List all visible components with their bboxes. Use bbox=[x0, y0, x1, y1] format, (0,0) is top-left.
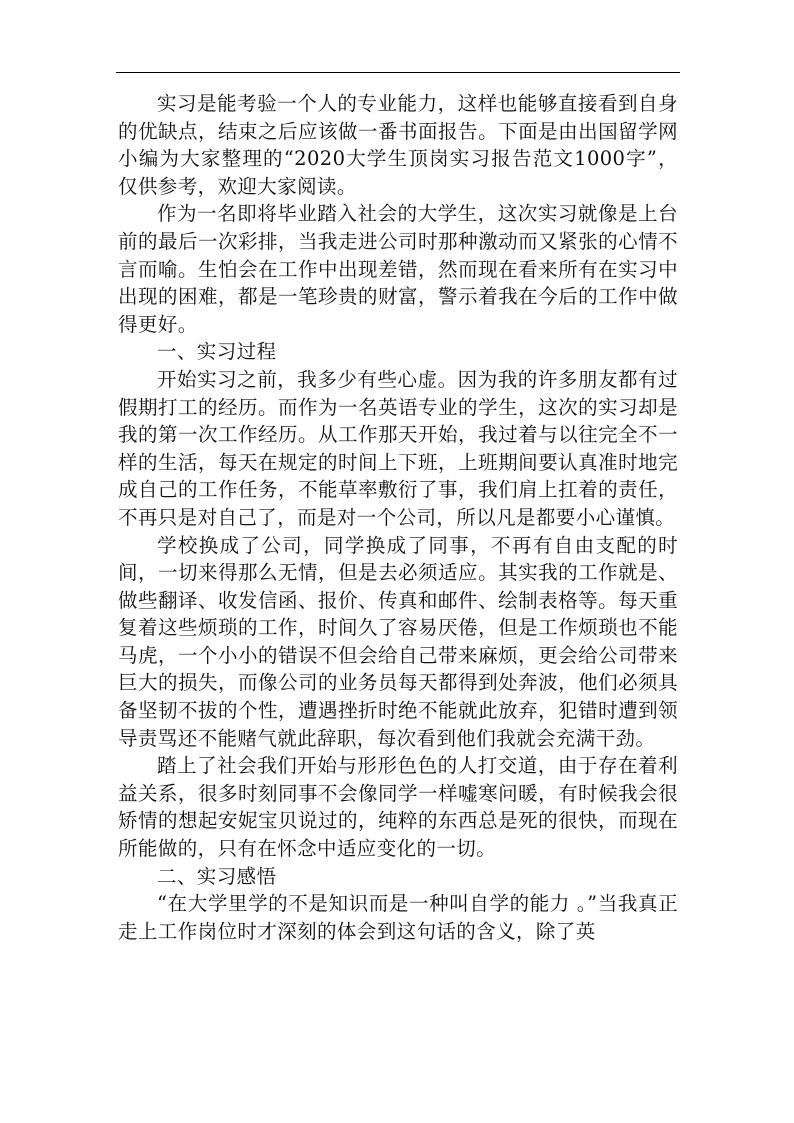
opening-paragraph: 作为一名即将毕业踏入社会的大学生，这次实习就像是上台前的最后一次彩排，当我走进公司时那种激动而又紧张的心情不言而喻。生怕会在工作中出现差错，然而现在看来所有在实习中出现的困难，都是一笔珍贵的财富，警示着我在今后的工作中做得更好。 bbox=[118, 202, 678, 336]
header-rule bbox=[116, 72, 680, 73]
process-paragraph-2: 学校换成了公司，同学换成了同事，不再有自由支配的时间，一切来得那么无情，但是去必须适应。其实我的工作就是、做些翻译、收发信函、报价、传真和邮件、绘制表格等。每天重复着这些烦琐的工作，时间久了容易厌倦，但是工作烦琐也不能马虎，一个小小的错误不但会给自己带来麻烦，更会给公司带来巨大的损失，而像公司的业务员每天都得到处奔波，他们必须具备坚韧不拔的个性，遭遇挫折时绝不能就此放弃，犯错时遭到领导责骂还不能赌气就此辞职，每次看到他们我就会充满干劲。 bbox=[118, 533, 678, 750]
section-heading-internship-reflection: 二、实习感悟 bbox=[157, 864, 277, 888]
document-body bbox=[118, 90, 678, 945]
section-heading-internship-process: 一、实习过程 bbox=[157, 340, 277, 364]
intro-paragraph: 实习是能考验一个人的专业能力，这样也能够直接看到自身的优缺点，结束之后应该做一番书面报告。下面是由出国留学网小编为大家整理的“2020大学生顶岗实习报告范文1000字”，仅供参考，欢迎大家阅读。 bbox=[118, 92, 678, 198]
process-paragraph-1: 开始实习之前，我多少有些心虚。因为我的许多朋友都有过假期打工的经历。而作为一名英语专业的学生，这次的实习却是我的第一次工作经历。从工作那天开始，我过着与以往完全不一样的生活，每天在规定的时间上下班，上班期间要认真准时地完成自己的工作任务，不能草率敷衍了事，我们肩上扛着的责任，不再只是对自己了，而是对一个公司，所以凡是都要小心谨慎。 bbox=[118, 367, 678, 529]
process-paragraph-3: 踏上了社会我们开始与形形色色的人打交道，由于存在着利益关系，很多时刻同事不会像同学一样嘘寒问暖，有时候我会很矫情的想起安妮宝贝说过的，纯粹的东西总是死的很快，而现在所能做的，只有在怀念中适应变化的一切。 bbox=[118, 754, 678, 861]
reflection-paragraph-1: “在大学里学的不是知识而是一种叫自学的能力 。”当我真正走上工作岗位时才深刻的体会到这句话的含义，除了英 bbox=[118, 892, 678, 943]
